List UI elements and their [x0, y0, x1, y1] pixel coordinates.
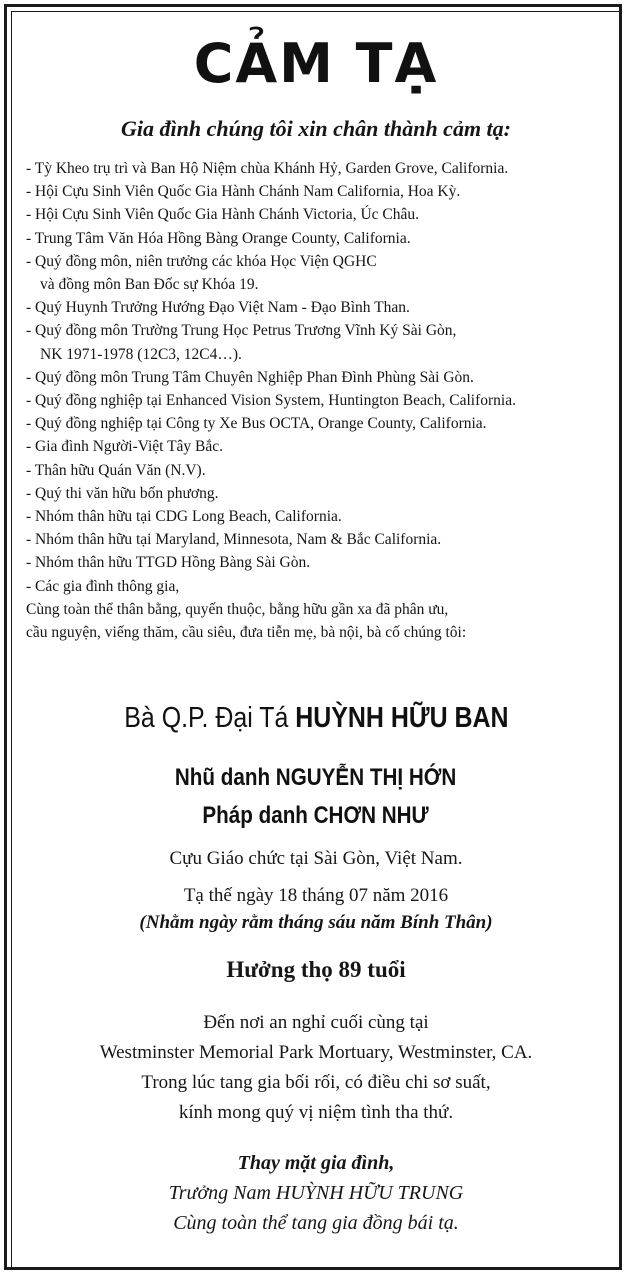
list-item: - Quý đồng nghiệp tại Công ty Xe Bus OCTA, Orange County, California.: [26, 415, 487, 433]
dharma-name-line: [0, 801, 632, 831]
list-item: - Hội Cựu Sinh Viên Quốc Gia Hành Chánh Nam California, Hoa Kỳ.: [26, 183, 461, 201]
final-line: Westminster Memorial Park Mortuary, Westminster, CA.: [99, 1042, 533, 1063]
signature-on-behalf: Thay mặt gia đình,: [237, 1152, 395, 1174]
former-occupation: Cựu Giáo chức tại Sài Gòn, Việt Nam.: [169, 848, 463, 869]
list-item: - Nhóm thân hữu TTGD Hồng Bàng Sài Gòn.: [26, 554, 311, 572]
final-line: kính mong quý vị niệm tình tha thứ.: [178, 1102, 454, 1123]
dharma-name: CHƠN NHƯ: [314, 802, 430, 829]
age-line: Hưởng thọ 89 tuổi: [226, 957, 406, 982]
maiden-name: NGUYỄN THỊ HỚN: [276, 764, 457, 791]
list-item: - Quý Huynh Trưởng Hướng Đạo Việt Nam - Đạo Bình Than.: [26, 299, 410, 317]
list-item: và đồng môn Ban Đốc sự Khóa 19.: [40, 276, 259, 294]
final-line: Đến nơi an nghỉ cuối cùng tại: [203, 1012, 429, 1033]
list-item: - Thân hữu Quán Văn (N.V).: [26, 461, 206, 479]
signature-eldest-son: Trưởng Nam HUỲNH HỮU TRUNG: [168, 1182, 464, 1204]
list-item: - Các gia đình thông gia,: [26, 577, 180, 595]
list-item: - Nhóm thân hữu tại Maryland, Minnesota, Nam & Bắc California.: [26, 531, 442, 549]
intro-line: Gia đình chúng tôi xin chân thành cảm tạ:: [121, 116, 511, 141]
maiden-name-line: [0, 763, 632, 793]
final-line: Trong lúc tang gia bối rối, có điều chi sơ suất,: [141, 1072, 491, 1093]
list-item: Cùng toàn thể thân bằng, quyến thuộc, bằng hữu gần xa đã phân ưu,: [26, 600, 449, 618]
list-item: - Trung Tâm Văn Hóa Hồng Bàng Orange County, California.: [26, 229, 411, 247]
dharma-label: Pháp danh: [202, 802, 315, 829]
list-item: - Quý đồng nghiệp tại Enhanced Vision System, Huntington Beach, California.: [26, 392, 516, 410]
list-item: - Gia đình Người-Việt Tây Bắc.: [26, 438, 224, 456]
list-item: - Quý đồng môn, niên trưởng các khóa Học Viện QGHC: [26, 252, 377, 270]
list-item: - Quý thi văn hữu bốn phương.: [26, 484, 219, 502]
list-item: - Quý đồng môn Trung Tâm Chuyên Nghiệp Phan Đình Phùng Sài Gòn.: [26, 368, 474, 386]
list-item: NK 1971-1978 (12C3, 12C4…).: [40, 345, 242, 363]
thanks-list: [26, 157, 616, 644]
deceased-prefix: Bà Q.P. Đại Tá: [123, 702, 295, 734]
list-item: - Quý đồng môn Trường Trung Học Petrus Trương Vĩnh Ký Sài Gòn,: [26, 322, 457, 340]
deceased-name-line: [0, 700, 632, 736]
list-item: - Hội Cựu Sinh Viên Quốc Gia Hành Chánh Victoria, Úc Châu.: [26, 206, 419, 224]
list-item: cầu nguyện, viếng thăm, cầu siêu, đưa tiễn mẹ, bà nội, bà cố chúng tôi:: [26, 624, 467, 642]
maiden-label: Nhũ danh: [175, 764, 277, 791]
list-item: - Nhóm thân hữu tại CDG Long Beach, California.: [26, 508, 342, 526]
signature-closing: Cùng toàn thể tang gia đồng bái tạ.: [173, 1212, 459, 1234]
deceased-husband-name: HUỲNH HỮU BAN: [294, 702, 509, 734]
list-item: - Tỳ Kheo trụ trì và Ban Hộ Niệm chùa Khánh Hỷ, Garden Grove, California.: [26, 160, 509, 177]
passed-date: Tạ thế ngày 18 tháng 07 năm 2016: [183, 885, 449, 906]
lunar-date: (Nhằm ngày rằm tháng sáu năm Bính Thân): [139, 912, 493, 933]
page-title: CẢM TẠ: [193, 32, 439, 95]
